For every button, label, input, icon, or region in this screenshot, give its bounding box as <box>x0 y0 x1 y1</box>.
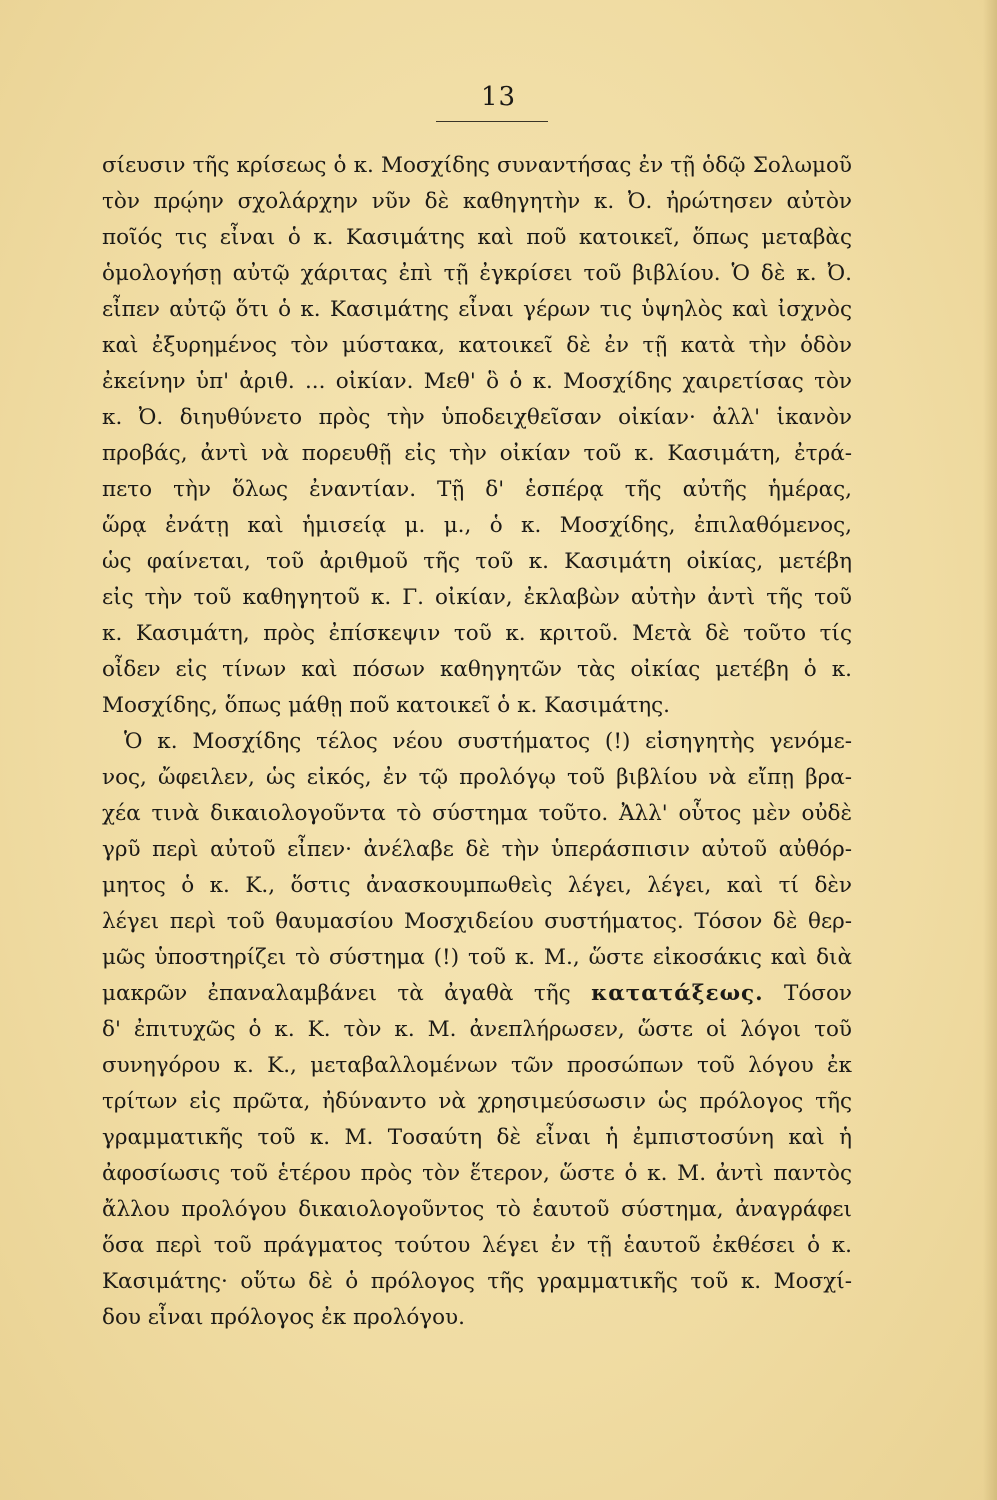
text-line: νος, ὤφειλεν, ὡς εἰκός, ἐν τῷ προλόγῳ τοῦ βιβλίου νὰ εἴπῃ βρα- <box>102 765 852 790</box>
text-line: γραμματικῆς τοῦ κ. Μ. Τοσαύτη δὲ εἶναι ἡ ἐμπιστοσύνη καὶ ἡ <box>102 1125 852 1150</box>
text-line: ὡς φαίνεται, τοῦ ἀριθμοῦ τῆς τοῦ κ. Κασιμάτη οἰκίας, μετέβη <box>102 549 852 574</box>
text-line: δ' ἐπιτυχῶς ὁ κ. Κ. τὸν κ. Μ. ἀνεπλήρωσεν, ὥστε οἱ λόγοι τοῦ <box>102 1017 852 1042</box>
text-line: σίευσιν τῆς κρίσεως ὁ κ. Μοσχίδης συναντήσας ἐν τῇ ὁδῷ Σολωμοῦ <box>102 153 852 178</box>
text-line: Κασιμάτης· οὕτω δὲ ὁ πρόλογος τῆς γραμματικῆς τοῦ κ. Μοσχί- <box>102 1269 852 1294</box>
page-edge-shadow <box>983 0 997 1500</box>
text-line: Μοσχίδης, ὅπως μάθῃ ποῦ κατοικεῖ ὁ κ. Κασιμάτης. <box>102 693 671 718</box>
text-line: προβάς, ἀντὶ νὰ πορευθῇ εἰς τὴν οἰκίαν τοῦ κ. Κασιμάτη, ἐτρά- <box>102 441 852 466</box>
text-line: γρῦ περὶ αὐτοῦ εἶπεν· ἀνέλαβε δὲ τὴν ὑπεράσπισιν αὐτοῦ αὐθόρ- <box>102 837 852 862</box>
text-line: συνηγόρου κ. Κ., μεταβαλλομένων τῶν προσώπων τοῦ λόγου ἐκ <box>102 1053 852 1078</box>
text-line: λέγει περὶ τοῦ θαυμασίου Μοσχιδείου συστήματος. Τόσον δὲ θερ- <box>102 909 852 934</box>
text-line: μῶς ὑποστηρίζει τὸ σύστημα (!) τοῦ κ. Μ., ὥστε εἰκοσάκις καὶ διὰ <box>102 945 852 970</box>
text-line: οἶδεν εἰς τίνων καὶ πόσων καθηγητῶν τὰς οἰκίας μετέβη ὁ κ. <box>102 657 852 682</box>
paragraph-start-line: Ὁ κ. Μοσχίδης τέλος νέου συστήματος (!) εἰσηγητὴς γενόμε- <box>124 729 852 754</box>
text-segment: μακρῶν ἐπαναλαμβάνει τὰ ἀγαθὰ τῆς <box>102 981 571 1006</box>
emphasized-word: κατατάξεως. <box>591 981 764 1006</box>
text-line: ὅσα περὶ τοῦ πράγματος τούτου λέγει ἐν τῇ ἑαυτοῦ ἐκθέσει ὁ κ. <box>102 1233 852 1258</box>
text-line: τὸν πρῴην σχολάρχην νῦν δὲ καθηγητὴν κ. Ὀ. ἠρώτησεν αὐτὸν <box>102 189 852 214</box>
text-line: κ. Ὀ. διηυθύνετο πρὸς τὴν ὑποδειχθεῖσαν οἰκίαν· ἀλλ' ἱκανὸν <box>102 405 852 430</box>
text-line: καὶ ἐξυρημένος τὸν μύστακα, κατοικεῖ δὲ ἐν τῇ κατὰ τὴν ὁδὸν <box>102 333 852 358</box>
page-number: 13 <box>480 82 517 112</box>
text-line: εἰς τὴν τοῦ καθηγητοῦ κ. Γ. οἰκίαν, ἐκλαβὼν αὐτὴν ἀντὶ τῆς τοῦ <box>102 585 852 610</box>
text-line: μητος ὁ κ. Κ., ὅστις ἀνασκουμπωθεὶς λέγει, λέγει, καὶ τί δὲν <box>102 873 852 898</box>
text-line: κ. Κασιμάτη, πρὸς ἐπίσκεψιν τοῦ κ. κριτοῦ. Μετὰ δὲ τοῦτο τίς <box>102 621 852 646</box>
text-segment: Τόσον <box>784 981 852 1006</box>
text-line: εἶπεν αὐτῷ ὅτι ὁ κ. Κασιμάτης εἶναι γέρων τις ὑψηλὸς καὶ ἰσχνὸς <box>102 297 852 322</box>
text-line: δου εἶναι πρόλογος ἐκ προλόγου. <box>102 1305 465 1330</box>
text-line: χέα τινὰ δικαιολογοῦντα τὸ σύστημα τοῦτο. Ἀλλ' οὗτος μὲν οὐδὲ <box>102 801 852 826</box>
text-line: ἄλλου προλόγου δικαιολογοῦντος τὸ ἑαυτοῦ σύστημα, ἀναγράφει <box>102 1197 852 1222</box>
text-line: ὥρᾳ ἐνάτῃ καὶ ἡμισείᾳ μ. μ., ὁ κ. Μοσχίδης, ἐπιλαθόμενος, <box>102 513 852 538</box>
text-line: πετο τὴν ὅλως ἐναντίαν. Τῇ δ' ἑσπέρᾳ τῆς αὐτῆς ἡμέρας, <box>102 477 852 502</box>
text-line: τρίτων εἰς πρῶτα, ἠδύναντο νὰ χρησιμεύσωσιν ὡς πρόλογος τῆς <box>102 1089 852 1114</box>
text-line: ἀφοσίωσις τοῦ ἑτέρου πρὸς τὸν ἕτερον, ὥστε ὁ κ. Μ. ἀντὶ παντὸς <box>102 1161 852 1186</box>
text-line: ποῖός τις εἶναι ὁ κ. Κασιμάτης καὶ ποῦ κατοικεῖ, ὅπως μεταβὰς <box>102 225 852 250</box>
text-line: ὁμολογήσῃ αὐτῷ χάριτας ἐπὶ τῇ ἐγκρίσει τοῦ βιβλίου. Ὁ δὲ κ. Ὀ. <box>102 261 852 286</box>
body-text <box>102 148 852 1336</box>
text-line: ἐκείνην ὑπ' ἀριθ. ... οἰκίαν. Μεθ' ὃ ὁ κ. Μοσχίδης χαιρετίσας τὸν <box>102 369 852 394</box>
text-line-emphasis <box>102 976 852 1012</box>
header-rule <box>436 121 548 122</box>
